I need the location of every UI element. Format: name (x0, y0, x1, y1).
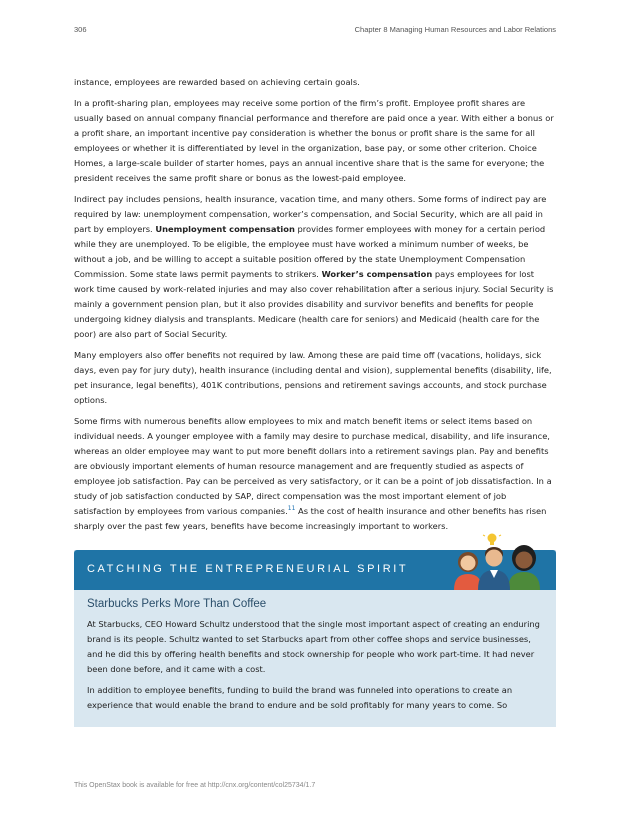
feature-title: Starbucks Perks More Than Coffee (87, 598, 267, 610)
text-run: provides former employees with money for a certain period while they are unemployed. To be eligible, the employee must have worked a minimum number of weeks, be without a job, and be willing to accept a suitable position offered by the state Unemployment Compensation Commission. Some state laws permit payments to strikers. (74, 224, 546, 279)
text-run: Indirect pay includes pensions, health insurance, vacation time, and many others. Some forms of indirect pay are required by law: unemployment compensation, worker’s compensation, and Social Security, which are all paid in part by employers. (74, 194, 547, 234)
feature-body (87, 617, 549, 719)
text-run: As the cost of health insurance and other benefits has risen sharply over the past few years, benefits have become increasingly important to workers. (74, 506, 547, 531)
paragraph-indirect-pay (74, 192, 556, 342)
person-left (454, 552, 482, 590)
feature-label: CATCHING THE ENTREPRENEURIAL SPIRIT (87, 563, 409, 575)
feature-paragraph-2: In addition to employee benefits, funding to build the brand was funneled into operations to create an experience that would enable the brand to endure and be sold profitably for many years to come. So (87, 685, 513, 710)
paragraph-profit-sharing: In a profit-sharing plan, employees may receive some portion of the firm’s profit. Employee profit shares are usually based on annual company financial performance and therefore are paid once a year. With either a bonus or a profit share, an important incentive pay consideration is whether the bonus or profit share is the same for all employees or whether it is differentiated by level in the organization, base pay, or some other criterion. Choice Homes, a large-scale builder of starter homes, pays an annual incentive share that is the same for everyone; the president receives the same profit share or bonus as the lowest-paid employee. (74, 98, 554, 183)
footer-note: This OpenStax book is available for free at http://cnx.org/content/col25734/1.7 (74, 782, 316, 789)
feature-box (74, 550, 556, 727)
key-term-workers-compensation: Worker’s compensation (321, 269, 433, 279)
key-term-unemployment-compensation: Unemployment compensation (155, 224, 295, 234)
paragraph-mix-and-match (74, 414, 556, 534)
paragraph-1: instance, employees are rewarded based on achieving certain goals. (74, 77, 360, 87)
feature-paragraph-1: At Starbucks, CEO Howard Schultz understood that the single most important aspect of creating an enduring brand is its people. Schultz wanted to set Starbucks apart from other coffee shops and service businesses, and he did this by offering health benefits and stock ownership for people who work part-time. It had never been done before, and it came with a cost. (87, 619, 540, 674)
feature-header (74, 550, 556, 590)
people-icon (448, 532, 548, 590)
body-text (74, 75, 556, 540)
lightbulb-icon (483, 532, 501, 545)
running-header (74, 25, 556, 37)
person-right (508, 545, 540, 590)
page-number: 306 (74, 25, 87, 34)
paragraph-optional-benefits: Many employers also offer benefits not required by law. Among these are paid time off (vacations, holidays, sick days, even pay for jury duty), health insurance (including dental and vision), supplemental benefits (disability, life, pet insurance, legal benefits), 401K contributions, pensions and retirement savings accounts, and stock purchase options. (74, 350, 552, 405)
text-run: Some firms with numerous benefits allow employees to mix and match benefit items or select items based on individual needs. A younger employee with a family may desire to purchase medical, disability, and life insurance, whereas an older employee may want to put more benefit dollars into a retirement savings plan. Pay and benefits are obviously important elements of human resource management and are frequently studied as aspects of employee job satisfaction. Pay can be perceived as very satisfactory, or it can be a point of job dissatisfaction. In a study of job satisfaction conducted by SAP, direct compensation was the most important element of job satisfaction by employees from various companies. (74, 416, 552, 516)
text-run: pays employees for lost work time caused by work-related injuries and may also cover rehabilitation after a serious injury. Social Security is mainly a government pension plan, but it also provides disability and survivor benefits and benefits for people undergoing kidney dialysis and transplants. Medicare (health care for seniors) and Medicaid (health care for the poor) are also part of Social Security. (74, 269, 554, 339)
person-center (478, 547, 510, 590)
footnote-link[interactable]: 11 (287, 505, 296, 513)
chapter-title: Chapter 8 Managing Human Resources and Labor Relations (354, 25, 556, 34)
